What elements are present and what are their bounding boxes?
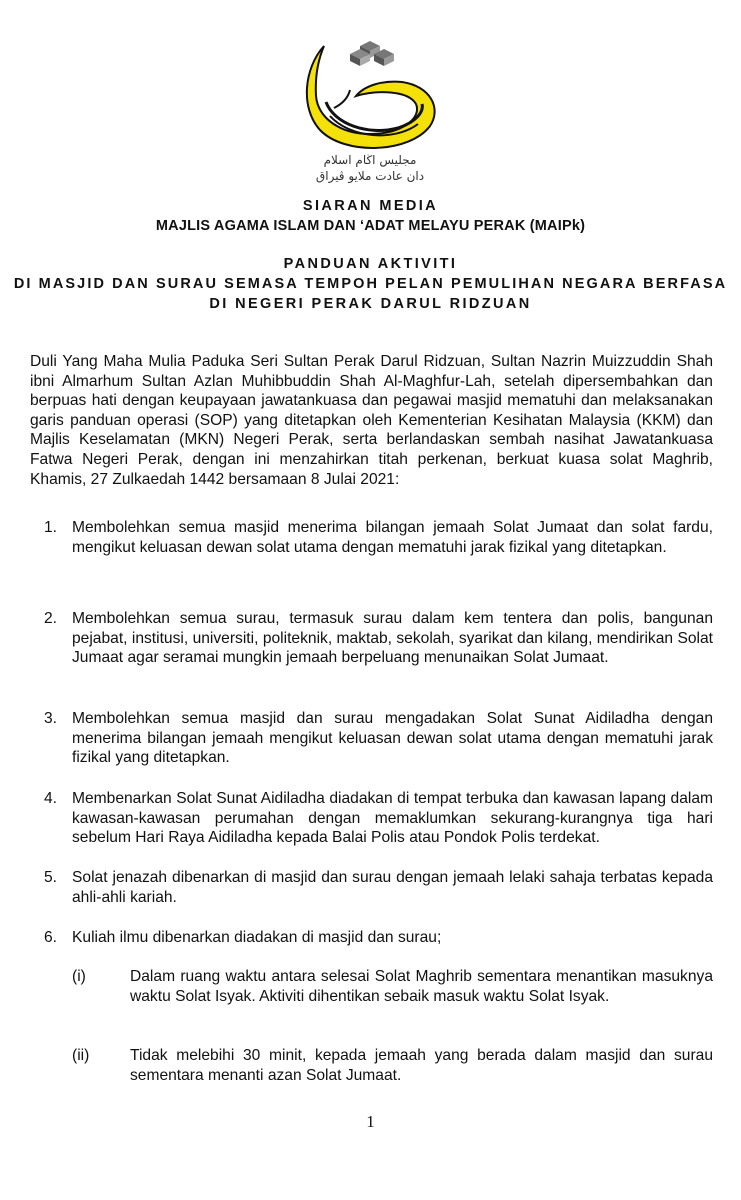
list-item bbox=[30, 789, 713, 848]
logo-ring bbox=[307, 46, 435, 148]
sub-list-item-number: (ii) bbox=[72, 1047, 90, 1064]
guide-subtitle-line1: DI MASJID DAN SURAU SEMASA TEMPOH PELAN PEMULIHAN NEGARA BERFASA bbox=[13, 276, 728, 292]
list-item-number: 3. bbox=[44, 710, 58, 727]
intro-paragraph: Duli Yang Maha Mulia Paduka Seri Sultan Perak Darul Ridzuan, Sultan Nazrin Muizzuddin Shah ibni Almarhum Sultan Azlan Muhibbuddin Shah Al-Maghfur-Lah, setelah dipersembahkan dan berpuas hati dengan keupayaan jawatankuasa dan pegawai masjid mematuhi dan melaksanakan garis panduan operasi (SOP) yang ditetapkan oleh Kementerian Kesihatan Malaysia (KKM) dan Majlis Keselamatan (MKN) Negeri Perak, serta berlandaskan sembah nasihat Jawatankuasa Fatwa Negeri Perak, dengan ini menzahirkan titah perkenan, berkuat kuasa solat Maghrib, Khamis, 27 Zulkaedah 1442 bersamaan 8 Julai 2021: bbox=[30, 353, 713, 488]
maipk-logo bbox=[290, 38, 450, 188]
guide-subtitle-line2: DI NEGERI PERAK DARUL RIDZUAN bbox=[209, 296, 532, 312]
list-item-number: 6. bbox=[44, 929, 58, 946]
list-item bbox=[30, 868, 713, 907]
logo-arabic-line2: دان عادت ملايو ڤيراق bbox=[315, 169, 425, 183]
logo-blocks bbox=[350, 41, 394, 66]
guide-title: PANDUAN AKTIVITI bbox=[283, 256, 458, 272]
list-item-number: 4. bbox=[44, 790, 58, 807]
list-item bbox=[30, 709, 713, 768]
list-item-text: Membenarkan Solat Sunat Aidiladha diadakan di tempat terbuka dan kawasan lapang dalam kawasan-kawasan perumahan dengan memaklumkan sekurang-kurangnya tiga hari sebelum Hari Raya Aidiladha kepada Balai Polis atau Pondok Polis terdekat. bbox=[72, 790, 713, 847]
list-item-number: 5. bbox=[44, 869, 58, 886]
logo-arabic-line1: مجليس اڬام اسلام bbox=[323, 153, 417, 167]
list-item-text: Membolehkan semua masjid menerima bilangan jemaah Solat Jumaat dan solat fardu, mengikut keluasan dewan solat utama dengan mematuhi jarak fizikal yang ditetapkan. bbox=[72, 519, 713, 556]
sub-list-item-text: Dalam ruang waktu antara selesai Solat Maghrib sementara menantikan masuknya waktu Solat Isyak. Aktiviti dihentikan sebaik masuk waktu Solat Isyak. bbox=[130, 968, 713, 1005]
list-item-text: Membolehkan semua surau, termasuk surau dalam kem tentera dan polis, bangunan pejabat, institusi, universiti, politeknik, maktab, sekolah, syarikat dan kilang, mendirikan Solat Jumaat agar seramai mungkin jemaah berpeluang menunaikan Solat Jumaat. bbox=[72, 610, 713, 667]
list-item bbox=[30, 609, 713, 668]
media-label: SIARAN MEDIA bbox=[302, 198, 439, 214]
list-item-text: Solat jenazah dibenarkan di masjid dan surau dengan jemaah lelaki sahaja terbatas kepada ahli-ahli kariah. bbox=[72, 869, 713, 906]
sub-list-item bbox=[72, 1046, 713, 1085]
list-item-text: Membolehkan semua masjid dan surau mengadakan Solat Sunat Aidiladha dengan menerima bilangan jemaah mengikut keluasan dewan solat utama dengan mematuhi jarak fizikal yang ditetapkan. bbox=[72, 710, 713, 767]
list-item-text: Kuliah ilmu dibenarkan diadakan di masjid dan surau; bbox=[72, 929, 442, 946]
council-name: MAJLIS AGAMA ISLAM DAN ‘ADAT MELAYU PERAK (MAIPk) bbox=[155, 218, 586, 234]
list-item bbox=[30, 928, 713, 948]
sub-list-item-number: (i) bbox=[72, 968, 86, 985]
sub-list-item-text: Tidak melebihi 30 minit, kepada jemaah yang berada dalam masjid dan surau sementara menanti azan Solat Jumaat. bbox=[130, 1047, 713, 1084]
page-number: 1 bbox=[366, 1112, 375, 1131]
list-item bbox=[30, 518, 713, 557]
list-item-number: 1. bbox=[44, 519, 58, 536]
sub-list-item bbox=[72, 967, 713, 1006]
list-item-number: 2. bbox=[44, 610, 58, 627]
